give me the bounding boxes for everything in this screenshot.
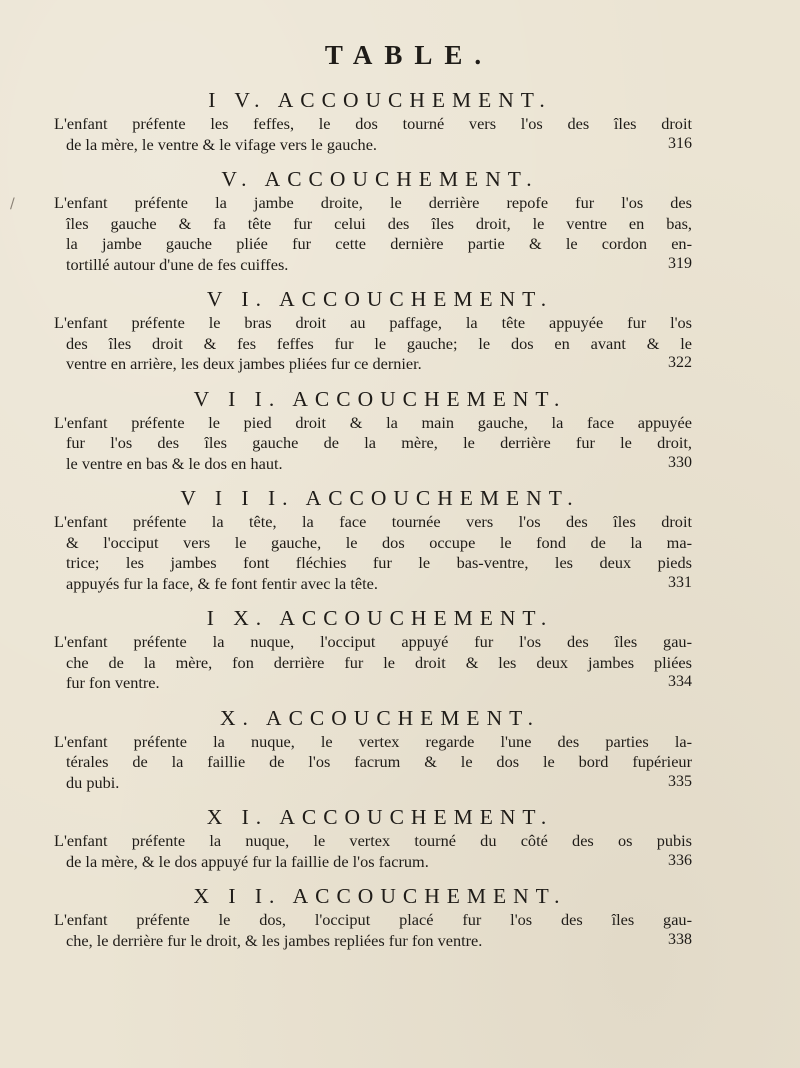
page-number: 338 [668, 930, 692, 948]
section-xi [52, 803, 692, 872]
page-number: 336 [668, 851, 692, 869]
section-x [52, 704, 692, 794]
section-vi [52, 285, 692, 375]
section-heading: I X. ACCOUCHEMENT. [206, 606, 554, 630]
description-line: fur l'os des îles gauche de la mère, le derrière fur le droit, [66, 433, 692, 452]
description-line: L'enfant préfente la tête, la face tournée vers l'os des îles droit [54, 512, 692, 531]
page-number: 334 [668, 673, 692, 690]
description-line: L'enfant préfente le dos, l'occiput placé fur l'os des îles gau- [54, 910, 692, 929]
section-description [52, 313, 692, 375]
section-description [52, 910, 692, 951]
description-line: du pubi. [66, 772, 120, 792]
page-title: TABLE. [324, 40, 494, 70]
page-number: 319 [668, 254, 692, 272]
description-line: la jambe gauche pliée fur cette dernière partie & le cordon en- [66, 234, 692, 253]
section-description [52, 732, 692, 794]
section-description [52, 114, 692, 155]
description-line: îles gauche & fa tête fur celui des îles droit, le ventre en bas, [66, 213, 692, 233]
description-line: L'enfant préfente la nuque, le vertex regarde l'une des parties la- [54, 731, 692, 751]
description-line: che de la mère, fon derrière fur le droit & les deux jambes pliées [66, 652, 692, 672]
section-iv [52, 86, 692, 155]
description-line: & l'occiput vers le gauche, le dos occupe le fond de la ma- [66, 532, 692, 552]
section-description [52, 831, 692, 872]
description-line: le ventre en bas & le dos en haut. [66, 453, 283, 473]
section-xii [52, 882, 692, 951]
description-line: ventre en arrière, les deux jambes pliées fur ce dernier. [66, 354, 422, 373]
section-vii [52, 385, 692, 475]
section-v [52, 165, 692, 275]
section-description [52, 413, 692, 475]
page-number: 335 [668, 772, 692, 790]
page-number: 330 [668, 453, 692, 471]
description-line: de la mère, & le dos appuyé fur la faillie de l'os facrum. [66, 851, 429, 871]
description-line: L'enfant préfente le pied droit & la main gauche, la face appuyée [54, 412, 692, 432]
margin-slash-mark: / [10, 196, 15, 212]
section-heading: X. ACCOUCHEMENT. [219, 705, 541, 730]
section-heading: V I I I. ACCOUCHEMENT. [180, 486, 580, 510]
description-line: L'enfant préfente la nuque, l'occiput appuyé fur l'os des îles gau- [54, 632, 692, 651]
description-line: L'enfant préfente la nuque, le vertex tourné du côté des os pubis [54, 831, 692, 850]
section-heading: X I. ACCOUCHEMENT. [206, 805, 554, 829]
section-heading: V I. ACCOUCHEMENT. [206, 287, 554, 311]
description-line: de la mère, le ventre & le vifage vers le gauche. [66, 134, 377, 154]
section-heading: V I I. ACCOUCHEMENT. [193, 386, 567, 411]
description-line: L'enfant préfente le bras droit au paffage, la tête appuyée fur l'os [54, 313, 692, 332]
section-heading: V. ACCOUCHEMENT. [221, 167, 539, 191]
section-heading: X I I. ACCOUCHEMENT. [193, 884, 567, 908]
table-of-contents [52, 86, 692, 951]
description-line: térales de la faillie de l'os facrum & le dos le bord fupérieur [66, 752, 692, 771]
section-description [52, 512, 692, 594]
section-heading: I V. ACCOUCHEMENT. [208, 88, 552, 112]
section-ix [52, 604, 692, 694]
section-viii [52, 484, 692, 594]
description-line: appuyés fur la face, & fe font fentir avec la tête. [66, 573, 378, 593]
description-line: fur fon ventre. [66, 673, 160, 692]
description-line: trice; les jambes font fléchies fur le bas-ventre, les deux pieds [66, 553, 692, 572]
page-number: 331 [668, 573, 692, 591]
description-line: L'enfant préfente la jambe droite, le derrière repofe fur l'os des [54, 193, 692, 212]
description-line: des îles droit & fes feffes fur le gauche; le dos en avant & le [66, 333, 692, 353]
section-description [52, 632, 692, 694]
section-description [52, 193, 692, 275]
description-line: L'enfant préfente les feffes, le dos tourné vers l'os des îles droit [54, 114, 692, 133]
description-line: che, le derrière fur le droit, & les jambes repliées fur fon ventre. [66, 930, 483, 950]
page-number: 316 [668, 134, 692, 152]
page-number: 322 [668, 354, 692, 371]
description-line: tortillé autour d'une de fes cuiffes. [66, 254, 289, 274]
